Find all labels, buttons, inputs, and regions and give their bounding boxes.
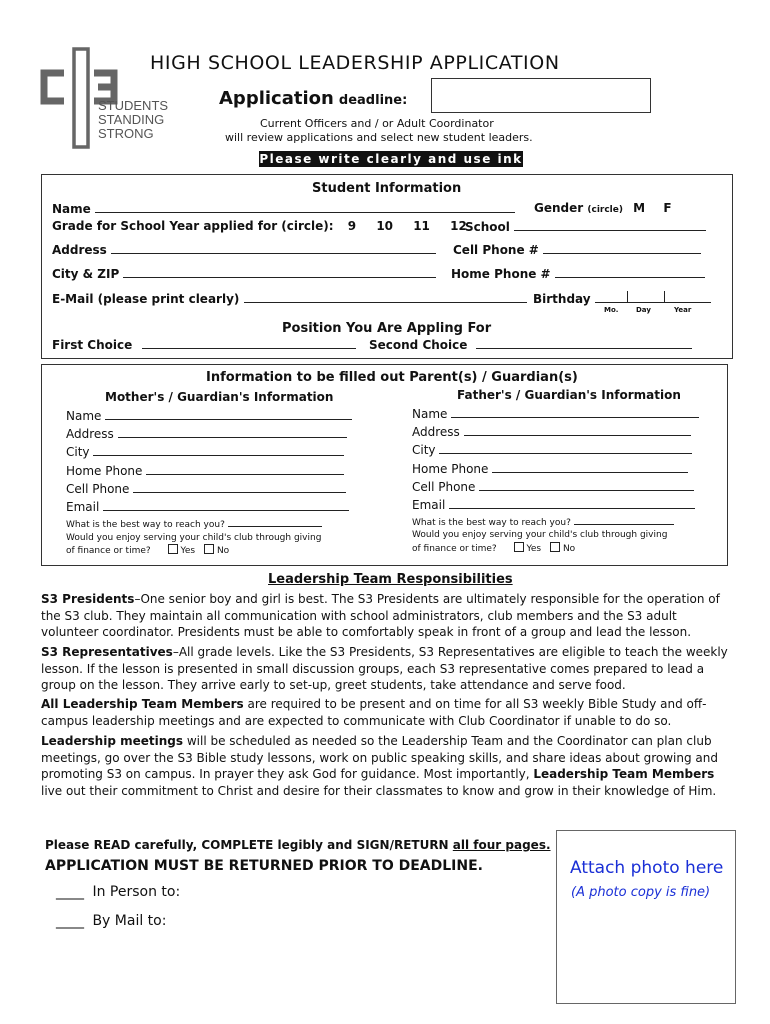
presidents-paragraph xyxy=(41,591,733,641)
in-person-blank[interactable]: ____ xyxy=(56,884,84,900)
parents-heading: Information to be filled out Parent(s) / Guardian(s) xyxy=(206,370,578,385)
mother-cell-phone-field[interactable] xyxy=(133,481,346,493)
second-choice-label: Second Choice xyxy=(369,338,468,352)
all-members-paragraph xyxy=(41,696,733,729)
father-reach-field[interactable] xyxy=(574,516,674,525)
grade-option-10[interactable]: 10 xyxy=(376,219,394,233)
must-return-note: APPLICATION MUST BE RETURNED PRIOR TO DEADLINE. xyxy=(45,858,483,874)
student-cell-label: Cell Phone # xyxy=(453,243,539,257)
gender-label: Gender xyxy=(534,201,584,215)
father-enjoy-line1: Would you enjoy serving your child's club through giving xyxy=(412,530,668,540)
father-no-label: No xyxy=(562,544,576,554)
presidents-title: S3 Presidents xyxy=(41,592,135,606)
mother-enjoy-line1: Would you enjoy serving your child's club through giving xyxy=(66,533,322,543)
ink-banner: Please write clearly and use ink xyxy=(259,152,523,166)
mother-name-label: Name xyxy=(66,409,102,423)
student-home-label: Home Phone # xyxy=(451,267,551,281)
father-cell-phone-label: Cell Phone xyxy=(412,479,476,494)
birthday-mo-hint: Mo. xyxy=(604,306,619,314)
read-note: Please READ carefully, COMPLETE legibly and SIGN/RETURN xyxy=(45,838,449,852)
father-cell-phone-field[interactable] xyxy=(479,479,694,491)
mother-home-phone-label: Home Phone xyxy=(66,463,143,478)
gender-f-option[interactable]: F xyxy=(663,201,672,215)
mother-yes-checkbox[interactable] xyxy=(168,544,178,554)
father-name-label: Name xyxy=(412,407,448,421)
mother-cell-phone-label: Cell Phone xyxy=(66,481,130,496)
father-city-label: City xyxy=(412,443,436,458)
father-city-field[interactable] xyxy=(439,442,692,454)
in-person-label: In Person to: xyxy=(92,884,181,900)
student-city-label: City & ZIP xyxy=(52,267,120,281)
father-yes-checkbox[interactable] xyxy=(514,542,524,552)
presidents-text: –One senior boy and girl is best. The S3 Presidents are ultimately responsible for the operation of the S3 club. They maintain all communication with school administrators, club members and the S3 adult volunteer coordinator. Presidents must be able to comfortably speak in front of a group and lead the lesson. xyxy=(41,592,720,639)
student-address-label: Address xyxy=(52,243,107,257)
father-name-field[interactable] xyxy=(451,406,699,418)
mother-yes-label: Yes xyxy=(180,546,196,556)
father-no-checkbox[interactable] xyxy=(550,542,560,552)
mother-column xyxy=(66,407,352,516)
mother-address-label: Address xyxy=(66,427,114,442)
representatives-paragraph xyxy=(41,644,733,694)
father-address-label: Address xyxy=(412,425,460,440)
student-name-field[interactable] xyxy=(95,201,515,213)
by-mail-blank[interactable]: ____ xyxy=(56,913,84,929)
mother-address-field[interactable] xyxy=(118,426,347,438)
gender-m-option[interactable]: M xyxy=(633,201,646,215)
student-name-label: Name xyxy=(52,202,91,216)
father-enjoy-line2: of finance or time? xyxy=(412,544,497,554)
meetings-title-2: Leadership Team Members xyxy=(533,767,715,781)
logo-line-3: STRONG xyxy=(98,126,154,141)
student-info-box xyxy=(41,174,733,359)
photo-box[interactable] xyxy=(556,830,736,1004)
student-city-field[interactable] xyxy=(123,266,436,278)
page-title: HIGH SCHOOL LEADERSHIP APPLICATION xyxy=(150,52,560,74)
mother-email-label: Email xyxy=(66,500,100,515)
mother-heading: Mother's / Guardian's Information xyxy=(105,390,334,404)
student-home-field[interactable] xyxy=(555,266,705,278)
gender-hint: (circle) xyxy=(587,205,623,215)
mother-city-field[interactable] xyxy=(93,444,344,456)
mother-no-checkbox[interactable] xyxy=(204,544,214,554)
student-email-field[interactable] xyxy=(244,291,527,303)
representatives-title: S3 Representatives xyxy=(41,645,173,659)
grade-option-9[interactable]: 9 xyxy=(347,219,357,233)
review-note-line1: Current Officers and / or Adult Coordinator xyxy=(260,117,494,130)
mother-enjoy-line2: of finance or time? xyxy=(66,546,151,556)
grade-option-11[interactable]: 11 xyxy=(413,219,430,233)
father-column xyxy=(412,405,699,514)
father-heading: Father's / Guardian's Information xyxy=(457,388,681,402)
representatives-text: –All grade levels. Like the S3 Presidents, S3 Representatives are eligible to teach the weekly lesson. If the lesson is presented in small discussion groups, each S3 representative comes prepared to lead a group on the lesson. They arrive early to set-up, greet students, take attendance and serve food. xyxy=(41,645,728,692)
first-choice-field[interactable] xyxy=(142,337,356,349)
birthday-day-field[interactable] xyxy=(628,291,665,303)
father-email-field[interactable] xyxy=(449,497,695,509)
by-mail-label: By Mail to: xyxy=(92,913,167,929)
logo-line-2: STANDING xyxy=(98,112,165,127)
father-yes-label: Yes xyxy=(526,544,542,554)
position-heading: Position You Are Appling For xyxy=(282,321,492,336)
mother-no-label: No xyxy=(216,546,230,556)
birthday-day-hint: Day xyxy=(636,306,651,314)
birthday-year-hint: Year xyxy=(674,306,692,314)
mother-city-label: City xyxy=(66,445,90,460)
school-label: School xyxy=(465,220,510,234)
father-address-field[interactable] xyxy=(464,424,691,436)
student-address-field[interactable] xyxy=(111,242,436,254)
second-choice-field[interactable] xyxy=(476,337,692,349)
birthday-label: Birthday xyxy=(533,292,591,306)
mother-reach-field[interactable] xyxy=(228,518,322,527)
read-note-underlined: all four pages. xyxy=(452,838,551,852)
photo-title: Attach photo here xyxy=(570,858,724,878)
meetings-paragraph xyxy=(41,733,733,799)
birthday-month-field[interactable] xyxy=(595,291,628,303)
first-choice-label: First Choice xyxy=(52,338,133,352)
deadline-label-big: Application xyxy=(219,88,334,109)
all-members-text: are required to be present and on time for all S3 weekly Bible Study and off-campus leadership meetings and are expected to communicate with Club Coordinator if unable to do so. xyxy=(41,697,707,728)
meetings-title: Leadership meetings xyxy=(41,734,184,748)
school-field[interactable] xyxy=(514,219,706,231)
father-home-phone-label: Home Phone xyxy=(412,461,489,476)
student-email-label: E-Mail (please print clearly) xyxy=(52,292,240,306)
logo-line-1: STUDENTS xyxy=(98,98,169,113)
mother-name-field[interactable] xyxy=(105,408,352,420)
parents-info-box xyxy=(41,364,728,566)
student-cell-field[interactable] xyxy=(543,242,701,254)
father-email-label: Email xyxy=(412,498,446,513)
mother-home-phone-field[interactable] xyxy=(146,463,344,475)
meetings-text-b: live out their commitment to Christ and desire for their classmates to know and grow in their knowledge of Him. xyxy=(41,783,717,798)
all-members-title: All Leadership Team Members xyxy=(41,697,244,711)
father-reach-label: What is the best way to reach you? xyxy=(412,518,571,528)
student-info-heading: Student Information xyxy=(312,181,462,196)
deadline-field[interactable] xyxy=(431,78,651,113)
photo-subtitle: (A photo copy is fine) xyxy=(571,885,711,900)
grade-label: Grade for School Year applied for (circle): xyxy=(52,219,334,233)
mother-reach-label: What is the best way to reach you? xyxy=(66,520,225,530)
mother-email-field[interactable] xyxy=(103,499,349,511)
deadline-label-small: deadline: xyxy=(338,93,408,108)
meetings-text-a: will be scheduled as needed so the Leadership Team and the Coordinator can plan club meetings, go over the S3 Bible study lessons, work on public speaking skills, and share ideas about growing and promoting S3 on campus. In prayer they ask God for guidance. Most importantly, xyxy=(41,734,718,781)
review-note-line2: will review applications and select new student leaders. xyxy=(225,131,533,144)
responsibilities-heading: Leadership Team Responsibilities xyxy=(268,572,513,587)
birthday-year-field[interactable] xyxy=(665,291,711,303)
father-home-phone-field[interactable] xyxy=(492,461,688,473)
grade-option-12[interactable]: 12 xyxy=(450,219,467,233)
